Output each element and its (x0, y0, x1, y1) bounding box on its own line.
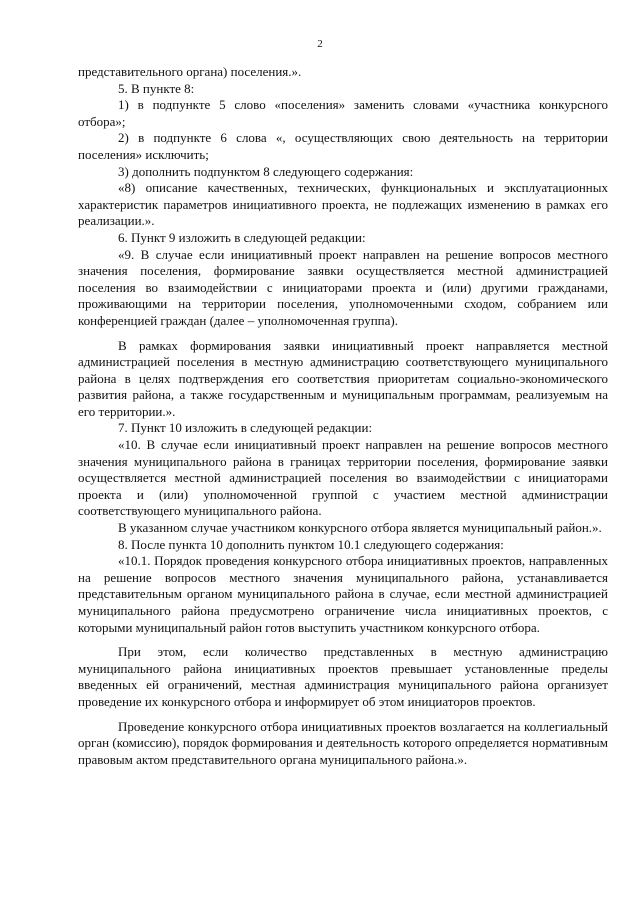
paragraph: 5. В пункте 8: (118, 80, 195, 96)
paragraph: «10. В случае если инициативный проект направлен на решение вопросов местного значения муниципального района в границах территории поселения, формирование заявки осуществляется местной администрацией поселения во взаимодействии с инициаторами проекта и (или) уполномоченной группой с участием местной администрации соответствующего муниципального района. (78, 437, 608, 519)
paragraph: 8. После пункта 10 дополнить пунктом 10.1 следующего содержания: (118, 536, 504, 552)
paragraph: В рамках формирования заявки инициативный проект направляется местной администрацией поселения в местную администрацию соответствующего муниципального района в целях подтверждения его соответствия приоритетам социально-экономического развития района, а также государственным и муниципальным программам, реализуемым на его территории.». (78, 337, 608, 419)
paragraph: 2) в подпункте 6 слова «, осуществляющих свою деятельность на территории поселения» исключить; (78, 130, 608, 162)
paragraph: Проведение конкурсного отбора инициативных проектов возлагается на коллегиальный орган (комиссию), порядок формирования и деятельность которого определяется нормативным правовым актом представительного органа муниципального района.». (78, 718, 608, 767)
page-number: 2 (317, 38, 323, 50)
document-body (78, 64, 608, 768)
paragraph: представительного органа) поселения.». (78, 64, 302, 79)
paragraph: 1) в подпункте 5 слово «поселения» заменить словами «участника конкурсного отбора»; (78, 97, 608, 129)
paragraph: «9. В случае если инициативный проект направлен на решение вопросов местного значения поселения, формирование заявки осуществляется местной администрацией поселения во взаимодействии с инициаторами проекта и (или) другими гражданами, проживающими на территории поселения, уполномоченными сходом, собранием или конференцией граждан (далее – уполномоченная группа). (78, 246, 608, 328)
paragraph: В указанном случае участником конкурсного отбора является муниципальный район.». (118, 520, 602, 536)
paragraph: 3) дополнить подпунктом 8 следующего содержания: (118, 163, 414, 179)
paragraph: «8) описание качественных, технических, функциональных и эксплуатационных характеристик параметров инициативного проекта, не подлежащих изменению в рамках его реализации.». (78, 180, 608, 229)
paragraph: При этом, если количество представленных в местную администрацию муниципального района инициативных проектов превышает установленные пределы введенных ей ограничений, местная администрация муниципального района организует проведение их конкурсного отбора и информирует об этом инициаторов проектов. (78, 644, 608, 709)
paragraph: 7. Пункт 10 изложить в следующей редакции: (118, 420, 373, 436)
paragraph: 6. Пункт 9 изложить в следующей редакции: (118, 229, 366, 245)
paragraph: «10.1. Порядок проведения конкурсного отбора инициативных проектов, направленных на решение вопросов местного значения муниципального района, устанавливается представительным органом муниципального района в случае, если местной администрацией муниципального района предусмотрено ограничение числа инициативных проектов, с которыми муниципальный район готов выступить участником конкурсного отбора. (78, 553, 608, 635)
